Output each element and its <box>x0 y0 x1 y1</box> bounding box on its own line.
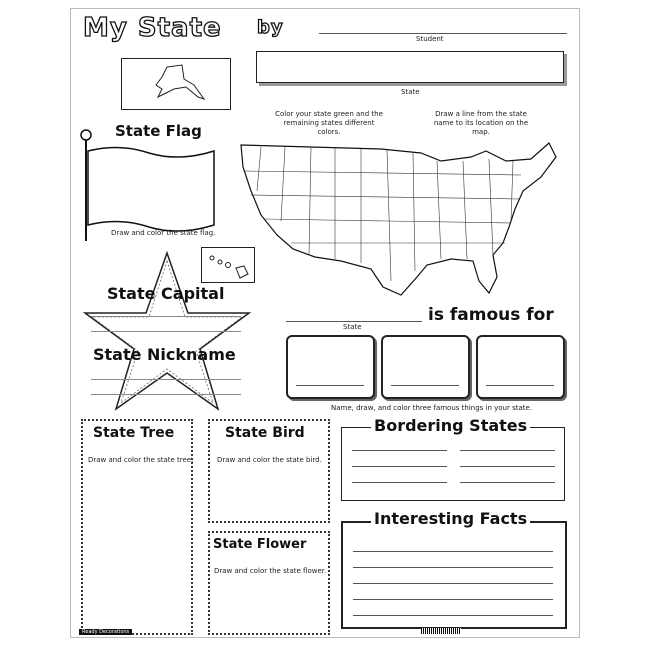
famous-box-1[interactable] <box>286 335 375 399</box>
title-by: by <box>257 17 284 38</box>
map-instruction-left: Color your state green and the remaining states different colors. <box>275 110 383 136</box>
alaska-outline <box>122 59 230 109</box>
famous-state-line[interactable] <box>286 321 422 322</box>
bird-heading: State Bird <box>225 425 305 441</box>
bordering-heading: Bordering States <box>371 416 530 435</box>
facts-box[interactable] <box>341 521 567 629</box>
facts-heading: Interesting Facts <box>371 509 530 528</box>
tree-heading: State Tree <box>93 425 175 441</box>
alaska-inset <box>121 58 231 110</box>
flower-heading: State Flower <box>213 537 307 552</box>
facts-line-1[interactable] <box>353 551 553 552</box>
flag-heading: State Flag <box>115 122 202 140</box>
map-instruction-right: Draw a line from the state name to its location on the map. <box>433 110 529 136</box>
flag-drawing <box>79 129 224 244</box>
nickname-line-2[interactable] <box>91 394 241 395</box>
nickname-line-1[interactable] <box>91 379 241 380</box>
facts-line-4[interactable] <box>353 599 553 600</box>
tree-box[interactable] <box>81 419 193 635</box>
nickname-heading: State Nickname <box>93 345 236 364</box>
poster-sheet <box>70 8 580 638</box>
capital-line-1[interactable] <box>91 316 241 317</box>
facts-line-2[interactable] <box>353 567 553 568</box>
famous-box-1-line[interactable] <box>296 385 364 386</box>
star-shape <box>77 247 257 417</box>
bordering-line-6[interactable] <box>460 482 555 483</box>
bordering-line-2[interactable] <box>460 450 555 451</box>
famous-box-3-line[interactable] <box>486 385 554 386</box>
famous-heading: is famous for <box>428 305 554 325</box>
student-line <box>319 33 567 34</box>
tree-caption: Draw and color the state tree. <box>88 456 194 464</box>
state-name-box[interactable] <box>256 51 564 83</box>
student-label: Student <box>416 35 444 43</box>
footer-brand: Ready Decorations <box>79 629 132 635</box>
facts-line-5[interactable] <box>353 615 553 616</box>
bordering-line-4[interactable] <box>460 466 555 467</box>
page-title: My State <box>83 13 222 43</box>
state-label-top: State <box>401 88 420 96</box>
famous-box-3[interactable] <box>476 335 565 399</box>
flower-caption: Draw and color the state flower. <box>214 567 327 575</box>
bordering-line-5[interactable] <box>352 482 447 483</box>
bordering-box[interactable] <box>341 427 565 501</box>
flag-caption: Draw and color the state flag. <box>111 229 216 237</box>
famous-box-2-line[interactable] <box>391 385 459 386</box>
us-map <box>231 131 571 311</box>
capital-heading: State Capital <box>107 284 225 303</box>
bird-caption: Draw and color the state bird. <box>217 456 322 464</box>
barcode-icon <box>421 628 461 634</box>
bordering-line-1[interactable] <box>352 450 447 451</box>
capital-line-2[interactable] <box>91 331 241 332</box>
bordering-line-3[interactable] <box>352 466 447 467</box>
famous-box-2[interactable] <box>381 335 470 399</box>
famous-caption: Name, draw, and color three famous things in your state. <box>331 404 533 412</box>
famous-state-label: State <box>343 323 362 331</box>
facts-line-3[interactable] <box>353 583 553 584</box>
